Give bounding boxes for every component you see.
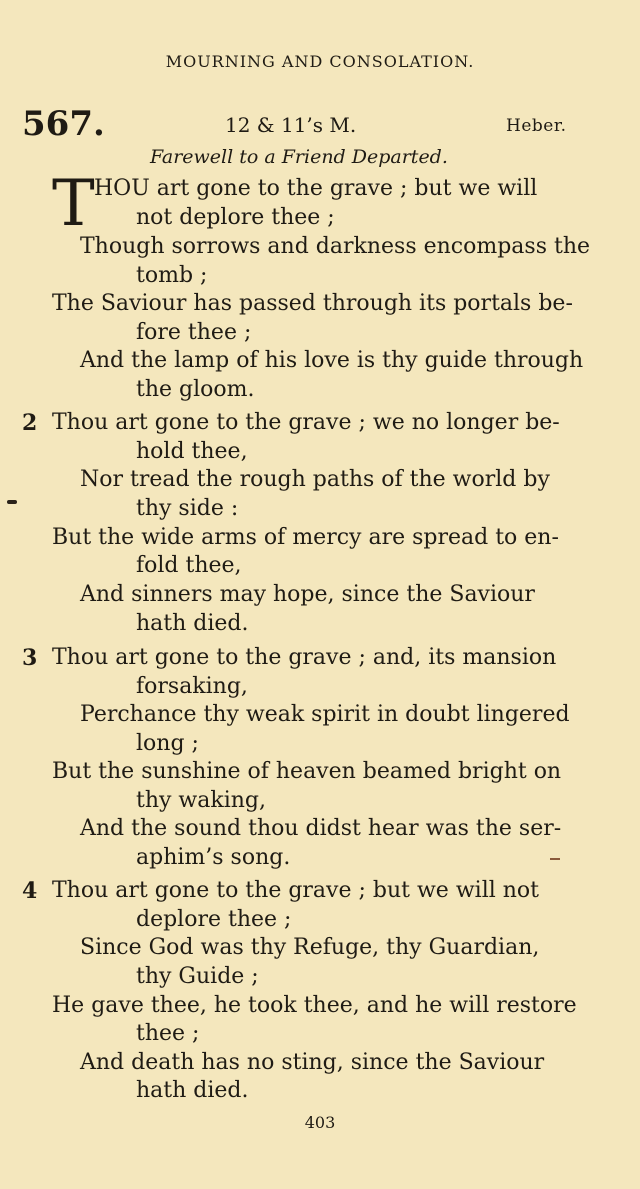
stanza-1-line-2: not deplore thee ; [136,205,335,230]
stanza-4-line-5: He gave thee, he took thee, and he will restore [52,993,577,1018]
stanza-3-line-8: aphim’s song. [136,845,291,870]
stanza-3-line-2: forsaking, [136,674,248,699]
stanza-3-line-1: Thou art gone to the grave ; and, its mansion [52,645,557,670]
stanza-1-line-5: The Saviour has passed through its portals be- [52,291,573,316]
hymn-author: Heber. [506,116,567,136]
margin-mark [7,500,17,504]
stanza-2-line-8: hath died. [136,611,249,636]
stanza-3-line-4: long ; [136,731,199,756]
stanza-2-line-5: But the wide arms of mercy are spread to en- [52,525,559,550]
stanza-4-number: 4 [22,878,38,904]
stanza-2-line-4: thy side : [136,496,239,521]
stanza-1-line-1: HOU art gone to the grave ; but we will [94,176,538,201]
stanza-3-line-3: Perchance thy weak spirit in doubt lingered [80,702,570,727]
stanza-4-line-6: thee ; [136,1021,200,1046]
running-header: MOURNING AND CONSOLATION. [165,52,475,71]
drop-cap: T [52,167,95,241]
hymn-number: 567. [22,104,105,144]
stanza-4-line-3: Since God was thy Refuge, thy Guardian, [80,935,540,960]
stanza-2-line-1: Thou art gone to the grave ; we no longer be- [52,410,560,435]
stanza-1-line-7: And the lamp of his love is thy guide through [80,348,584,373]
stanza-1-line-8: the gloom. [136,377,255,402]
stanza-3-number: 3 [22,645,38,671]
stanza-3-line-5: But the sunshine of heaven beamed bright on [52,759,562,784]
page-number: 403 [304,1113,336,1132]
stanza-4-line-1: Thou art gone to the grave ; but we will not [52,878,540,903]
stanza-4-line-4: thy Guide ; [136,964,259,989]
stanza-2-line-3: Nor tread the rough paths of the world by [80,467,550,492]
stanza-2-line-6: fold thee, [136,553,242,578]
stanza-2-line-7: And sinners may hope, since the Saviour [80,582,535,607]
stanza-4-line-7: And death has no sting, since the Saviour [80,1050,545,1075]
stanza-1-line-6: fore thee ; [136,320,252,345]
hymn-meter: 12 & 11’s M. [225,113,357,137]
stanza-2-number: 2 [22,410,38,436]
stanza-4-line-2: deplore thee ; [136,907,292,932]
stanza-1-line-4: tomb ; [136,263,208,288]
stanza-2-line-2: hold thee, [136,439,248,464]
stanza-3-line-6: thy waking, [136,788,266,813]
stanza-1-line-3: Though sorrows and darkness encompass the [80,234,591,259]
ink-speck [550,858,560,860]
stanza-4-line-8: hath died. [136,1078,249,1103]
stanza-3-line-7: And the sound thou didst hear was the ser- [80,816,562,841]
hymn-title: Farewell to a Friend Departed. [150,146,448,168]
